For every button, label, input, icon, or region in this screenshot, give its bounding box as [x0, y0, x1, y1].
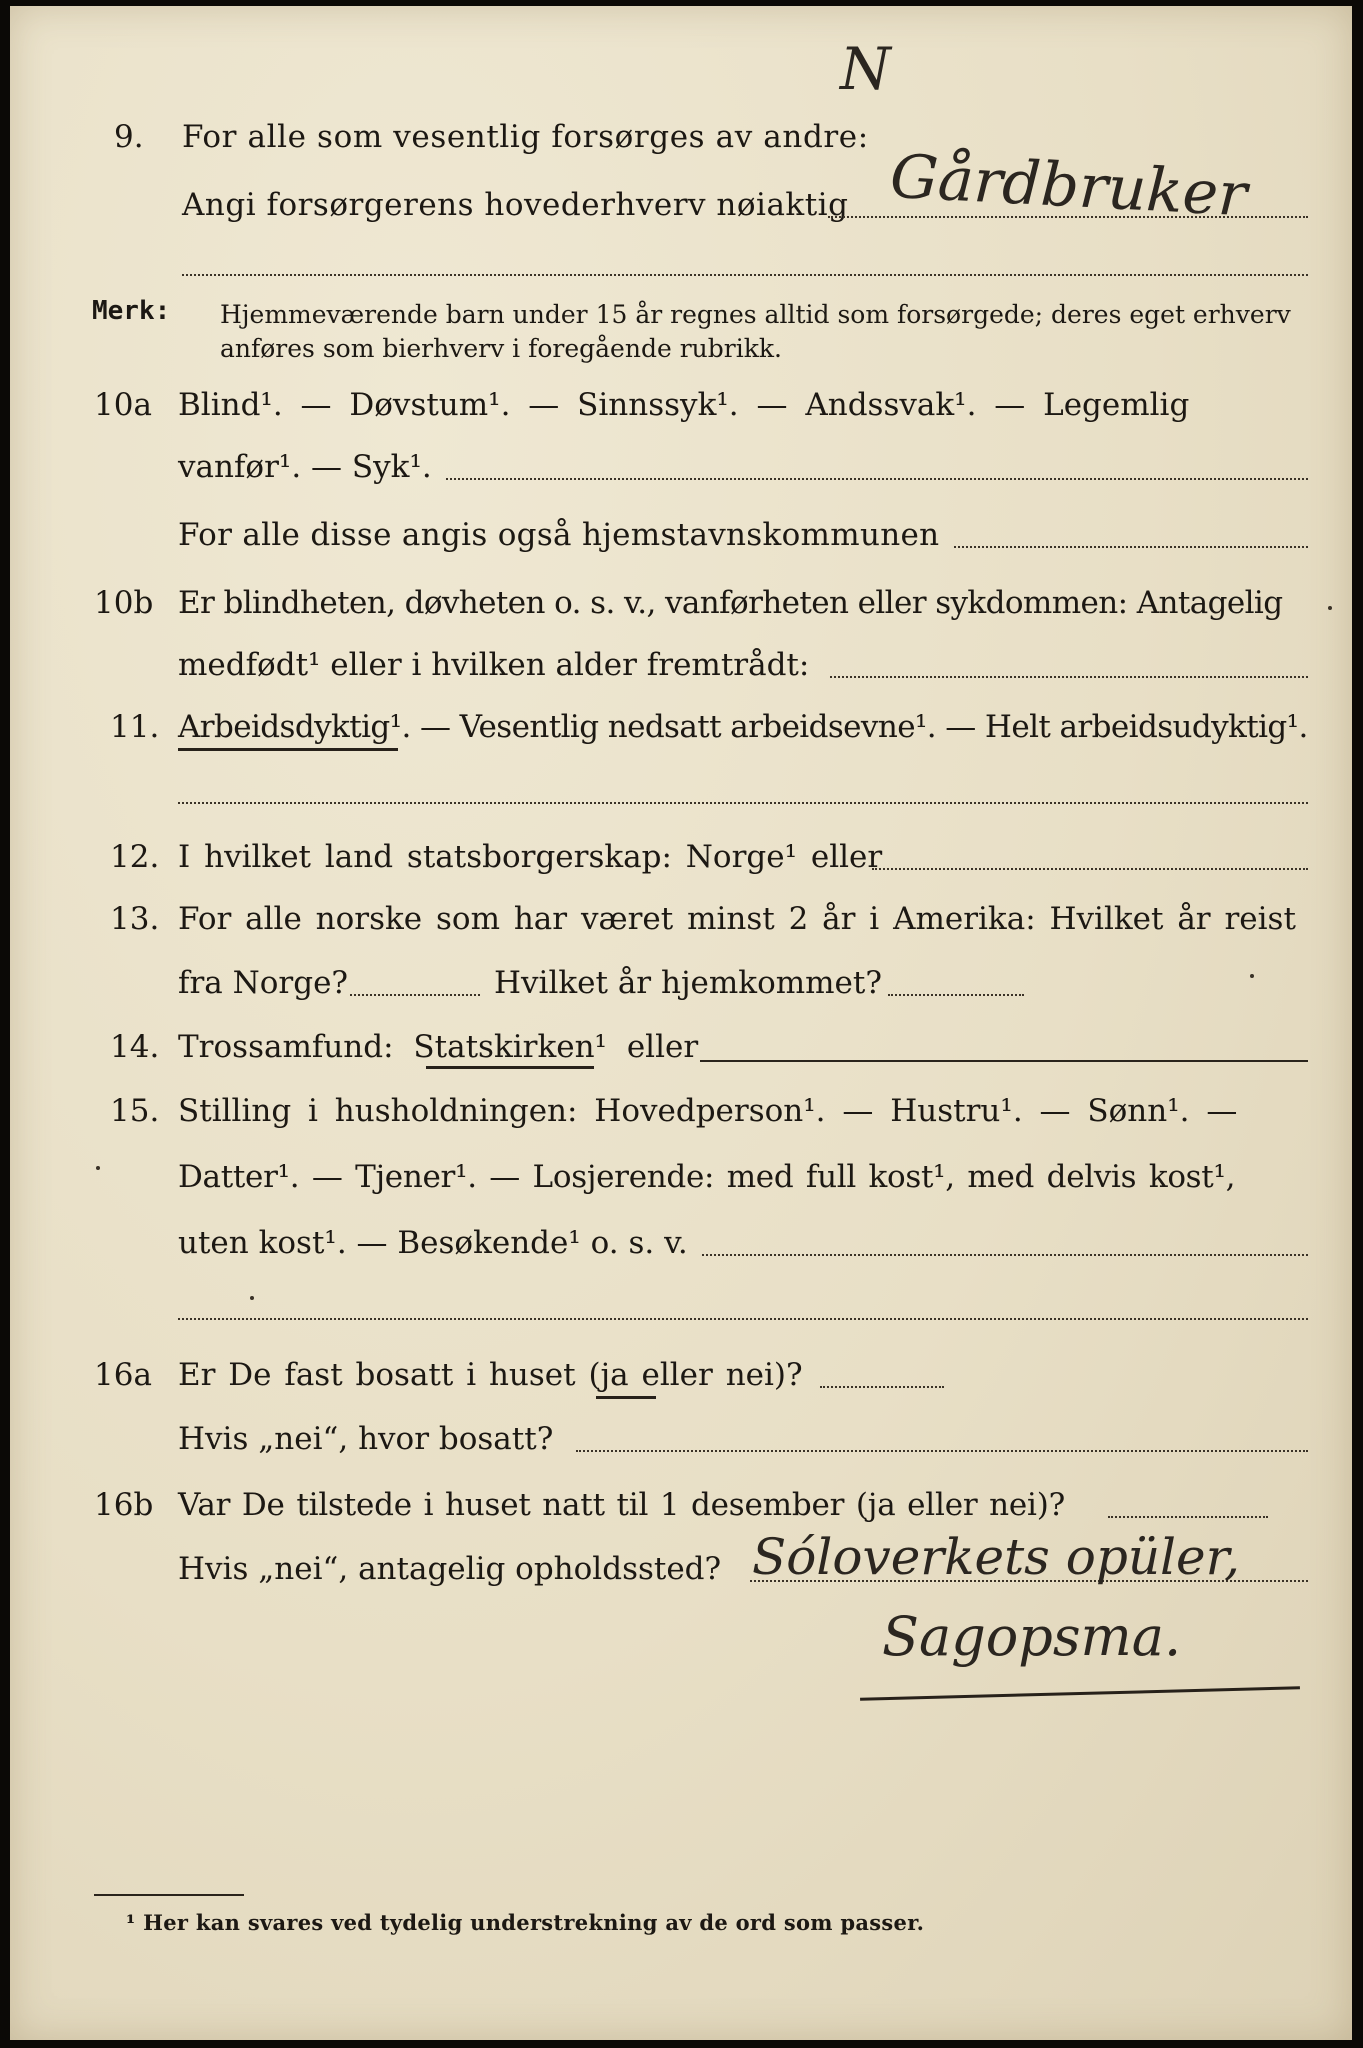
merk-label: Merk:: [92, 296, 171, 326]
q16a-answer-underline: [596, 1396, 656, 1399]
q9-answer-handwritten: Gårdbruker: [888, 141, 1249, 231]
q15-line1: Stilling i husholdningen: Hovedperson¹. — Hustru¹. — Sønn¹. —: [178, 1093, 1238, 1129]
q11-line1: Arbeidsdyktig¹. — Vesentlig nedsatt arbeidsevne¹. — Helt arbeidsudyktig¹.: [178, 709, 1308, 745]
q9-line2: Angi forsørgerens hovederhverv nøiaktig: [182, 187, 849, 223]
q10a-number: 10a: [94, 387, 152, 423]
q16b-line1: Var De tilstede i huset natt til 1 desember (ja eller nei)?: [178, 1487, 1066, 1523]
q9-line1: For alle som vesentlig forsørges av andre:: [182, 119, 869, 155]
q12-line1: I hvilket land statsborgerskap: Norge¹ eller: [178, 839, 883, 875]
q13-line2a: fra Norge?: [178, 965, 349, 1001]
footnote-rule: [94, 1894, 244, 1896]
q10b-line1: Er blindheten, døvheten o. s. v., vanførheten eller sykdommen: Antagelig: [178, 585, 1283, 621]
q16a-line2: Hvis „nei“, hvor bosatt?: [178, 1421, 554, 1457]
q16a-line1: Er De fast bosatt i huset (ja eller nei)?: [178, 1357, 803, 1393]
q9-number: 9.: [114, 119, 144, 155]
q16b-answer1-handwritten: Sóloverkets opüler,: [752, 1528, 1240, 1586]
q13-number: 13.: [110, 901, 160, 937]
q10a-line2: vanfør¹. — Syk¹.: [178, 449, 432, 485]
q16b-answer2-handwritten: Sagopsma.: [882, 1605, 1182, 1668]
footnote: ¹ Her kan svares ved tydelig understrekning av de ord som passer.: [126, 1910, 925, 1935]
q11-answer-underline: [178, 748, 398, 751]
q15-line2: Datter¹. — Tjener¹. — Losjerende: med full kost¹, med delvis kost¹,: [178, 1159, 1236, 1195]
q10a-line1: Blind¹. — Døvstum¹. — Sinnssyk¹. — Andssvak¹. — Legemlig: [178, 387, 1190, 423]
q15-number: 15.: [110, 1093, 160, 1129]
q15-line3: uten kost¹. — Besøkende¹ o. s. v.: [178, 1225, 688, 1261]
q10a-line3: For alle disse angis også hjemstavnskommunen: [178, 517, 940, 553]
q16a-number: 16a: [94, 1357, 152, 1393]
q13-line2b: Hvilket år hjemkommet?: [494, 965, 882, 1001]
q10b-number: 10b: [94, 585, 154, 621]
q10b-line2: medfødt¹ eller i hvilken alder fremtrådt:: [178, 647, 810, 683]
q16b-number: 16b: [94, 1487, 154, 1523]
q14-number: 14.: [110, 1029, 160, 1065]
census-form-page: [10, 6, 1352, 2040]
q13-line1: For alle norske som har været minst 2 år i Amerika: Hvilket år reist: [178, 901, 1296, 937]
q14-line1: Trossamfund: Statskirken¹ eller: [178, 1029, 699, 1065]
q16b-handwritten-stroke: [860, 1686, 1300, 1701]
q14-answer-underline: [426, 1066, 594, 1069]
merk-line2: anføres som bierhverv i foregående rubrikk.: [220, 334, 782, 363]
q11-number: 11.: [110, 709, 160, 745]
merk-line1: Hjemmeværende barn under 15 år regnes alltid som forsørgede; deres eget erhverv: [220, 300, 1291, 329]
q12-number: 12.: [110, 839, 160, 875]
q16b-line2: Hvis „nei“, antagelig opholdssted?: [178, 1551, 722, 1587]
corner-mark: N: [840, 35, 891, 103]
